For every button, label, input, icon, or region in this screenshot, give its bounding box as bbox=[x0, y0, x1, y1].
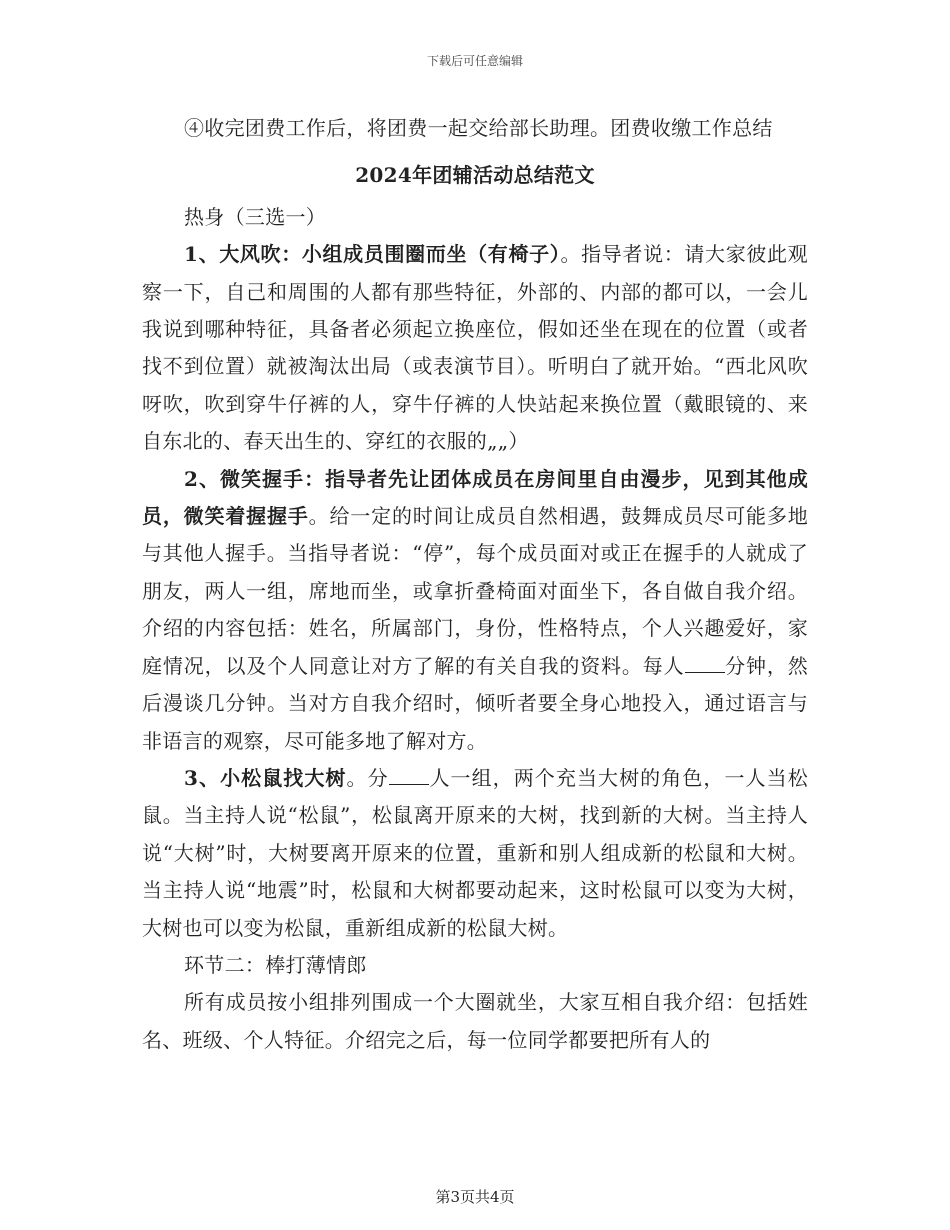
section2-heading: 环节二：棒打薄情郎 bbox=[184, 952, 367, 977]
item3-text-a: 。分 bbox=[346, 765, 389, 790]
item3-text-b: 人一组，两个充当大树的角色，一人当松鼠。当主持人说“松鼠”，松鼠离开原来的大树，找到新的大树。当主持人说“大树”时，大树要离开原来的位置，重新和别人组成新的松鼠和大树。当主持人说“地震”时，松鼠和大树都要动起来，这时松鼠可以变为大树，大树也可以变为松鼠，重新组成新的松鼠大树。 bbox=[142, 765, 808, 940]
item2-paragraph bbox=[142, 461, 808, 760]
section2-paragraph: 所有成员按小组排列围成一个大圈就坐，大家互相自我介绍：包括姓名、班级、个人特征。介绍完之后，每一位同学都要把所有人的 bbox=[142, 990, 808, 1052]
fill-blank bbox=[685, 654, 725, 673]
fill-blank bbox=[389, 766, 429, 785]
page-header: 下载后可任意编辑 bbox=[426, 54, 523, 68]
page-footer: 第3页共4页 bbox=[435, 1188, 515, 1206]
item1-paragraph bbox=[142, 236, 808, 460]
item2-text-a: 。给一定的时间让成员自然相遇，鼓舞成员尽可能多地与其他人握手。当指导者说：“停”，每个成员面对或正在握手的人就成了朋友，两人一组，席地而坐，或拿折叠椅面对面坐下，各自做自我介绍。介绍的内容包括：姓名，所属部门，身份，性格特点，个人兴趣爱好，家庭情况，以及个人同意让对方了解的有关自我的资料。每人 bbox=[142, 504, 809, 678]
document-title: 2024年团辅活动总结范文 bbox=[355, 163, 595, 188]
document-body bbox=[142, 110, 808, 1059]
item3-heading: 3、小松鼠找大树 bbox=[184, 765, 347, 790]
intro-paragraph: ④收完团费工作后，将团费一起交给部长助理。团费收缴工作总结 bbox=[184, 116, 773, 140]
item3-paragraph bbox=[142, 760, 808, 947]
item2-heading: 2、微笑握手：指导者先让团体成员在房间里自由漫步，见到其他成员，微笑着握握手 bbox=[142, 466, 808, 529]
item1-heading: 1、大风吹：小组成员围圈而坐（有椅子） bbox=[184, 242, 561, 267]
warmup-heading: 热身（三选一） bbox=[184, 204, 327, 229]
item2-text-b: 分钟，然后漫谈几分钟。当对方自我介绍时，倾听者要全身心地投入，通过语言与非语言的观察，尽可能多地了解对方。 bbox=[142, 653, 808, 753]
item1-text: 。指导者说：请大家彼此观察一下，自己和周围的人都有那些特征，外部的、内部的都可以，一会儿我说到哪种特征，具备者必须起立换座位，假如还坐在现在的位置（或者找不到位置）就被淘汰出局（或表演节目）。听明白了就开始。“西北风吹呀吹，吹到穿牛仔裤的人，穿牛仔裤的人快站起来换位置（戴眼镜的、来自东北的、春天出生的、穿红的衣服的„„） bbox=[142, 242, 808, 454]
